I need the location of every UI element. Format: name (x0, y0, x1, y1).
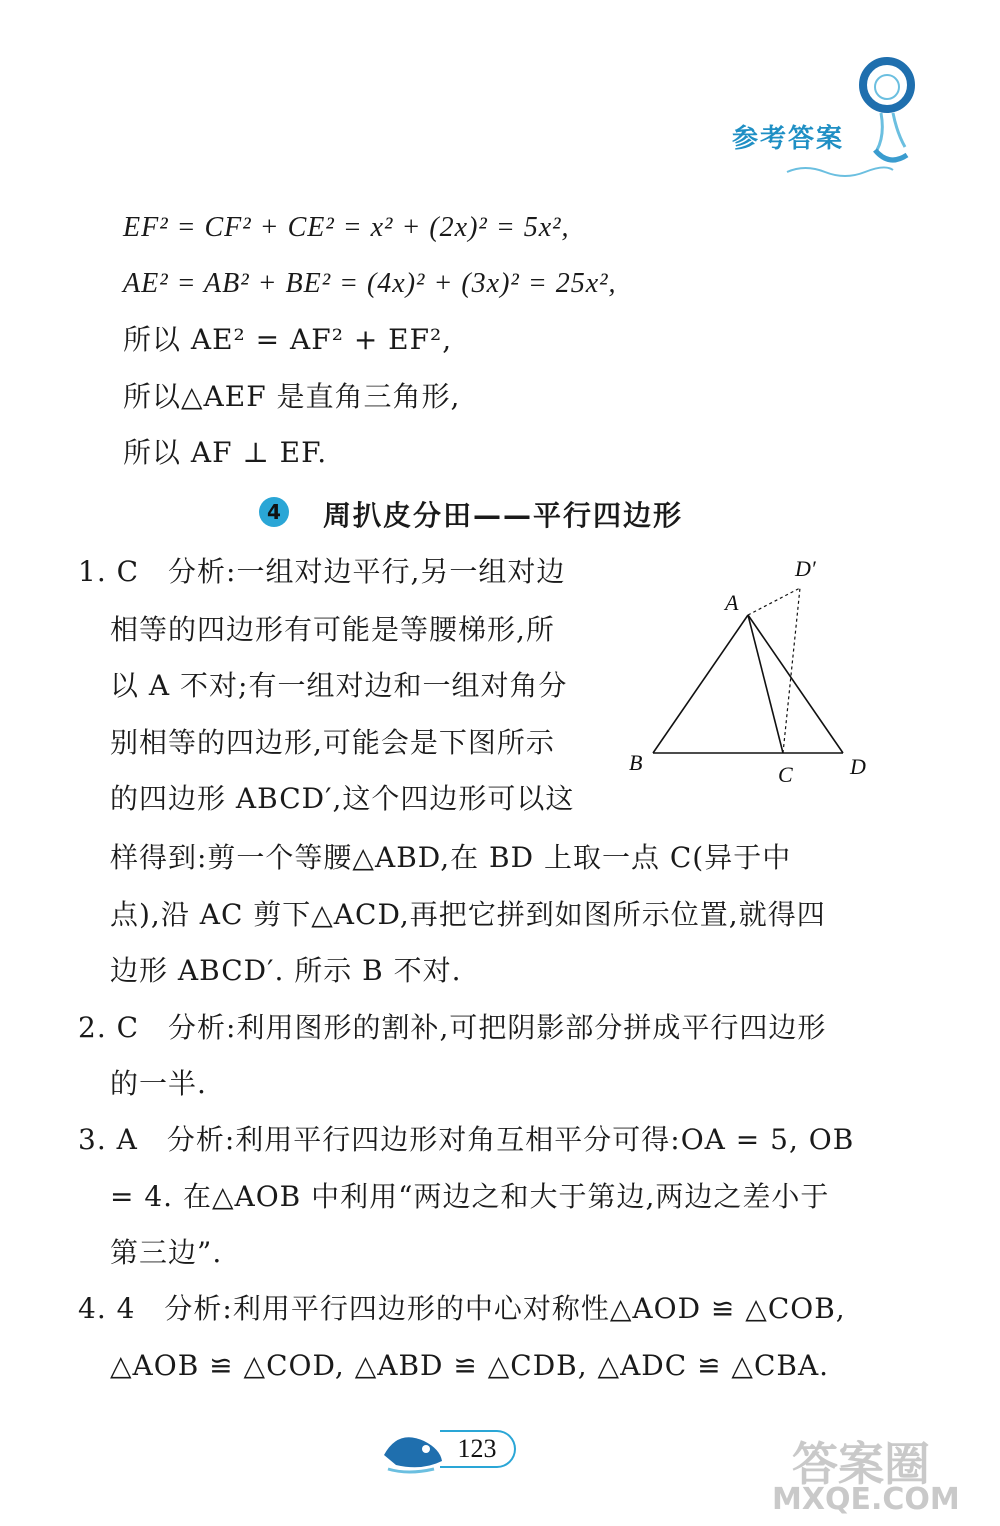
watermark-url: MXQE.COM (772, 1482, 960, 1517)
q1-line: 样得到:剪一个等腰△ABD,在 BD 上取一点 C(异于中 (110, 841, 792, 874)
q3-line: 第三边”. (110, 1236, 223, 1269)
fish-mascot-icon (378, 1425, 448, 1475)
segment-ad (748, 615, 843, 753)
section-title: 周扒皮分田——平行四边形 (323, 499, 684, 532)
proof-line: AE² = AB² + BE² = (4x)² + (3x)² = 25x², (123, 268, 617, 299)
q1-line: 点),沿 AC 剪下△ACD,再把它拼到如图所示位置,就得四 (110, 898, 826, 931)
q2-line: 的一半. (110, 1067, 207, 1100)
label-d-prime: D′ (795, 556, 816, 581)
q3-line: 3. A 分析:利用平行四边形对角互相平分可得:OA = 5, OB (78, 1123, 855, 1156)
q1-line: 相等的四边形有可能是等腰梯形,所 (110, 613, 555, 646)
q4-line: 4. 4 分析:利用平行四边形的中心对称性△AOD ≌ △COB, (78, 1292, 846, 1325)
q1-line: 边形 ABCD′. 所示 B 不对. (110, 954, 462, 987)
header-label: 参考答案 (732, 124, 845, 154)
label-d: D (850, 754, 866, 779)
q1-line: 别相等的四边形,可能会是下图所示 (110, 726, 555, 759)
proof-line: EF² = CF² + CE² = x² + (2x)² = 5x², (123, 212, 570, 243)
proof-line: 所以 AE² = AF² + EF², (123, 323, 453, 356)
page-number: 123 (440, 1430, 516, 1468)
watermark-logo: 答案圈 (792, 1437, 930, 1491)
proof-line: 所以 AF ⊥ EF. (123, 436, 328, 469)
segment-ac (748, 615, 783, 753)
label-b: B (629, 750, 643, 775)
q2-line: 2. C 分析:利用图形的割补,可把阴影部分拼成平行四边形 (78, 1011, 827, 1044)
q1-line: 1. C 分析:一组对边平行,另一组对边 (78, 555, 566, 588)
proof-line: 所以△AEF 是直角三角形, (123, 380, 461, 413)
label-a: A (725, 590, 739, 615)
q1-line: 的四边形 ABCD′,这个四边形可以这 (110, 782, 575, 815)
segment-ad-prime (748, 588, 800, 615)
q4-line: △AOB ≌ △COD, △ABD ≌ △CDB, △ADC ≌ △CBA. (110, 1349, 830, 1382)
segment-ab (653, 615, 748, 753)
quadrilateral-figure (615, 550, 885, 790)
q3-line: = 4. 在△AOB 中利用“两边之和大于第边,两边之差小于 (110, 1180, 830, 1213)
q1-line: 以 A 不对;有一组对边和一组对角分 (110, 669, 568, 702)
label-c: C (778, 762, 793, 787)
section-number-badge: 4 (259, 497, 289, 527)
header-wave-decoration (785, 160, 895, 180)
girl-mascot-icon (845, 55, 925, 175)
